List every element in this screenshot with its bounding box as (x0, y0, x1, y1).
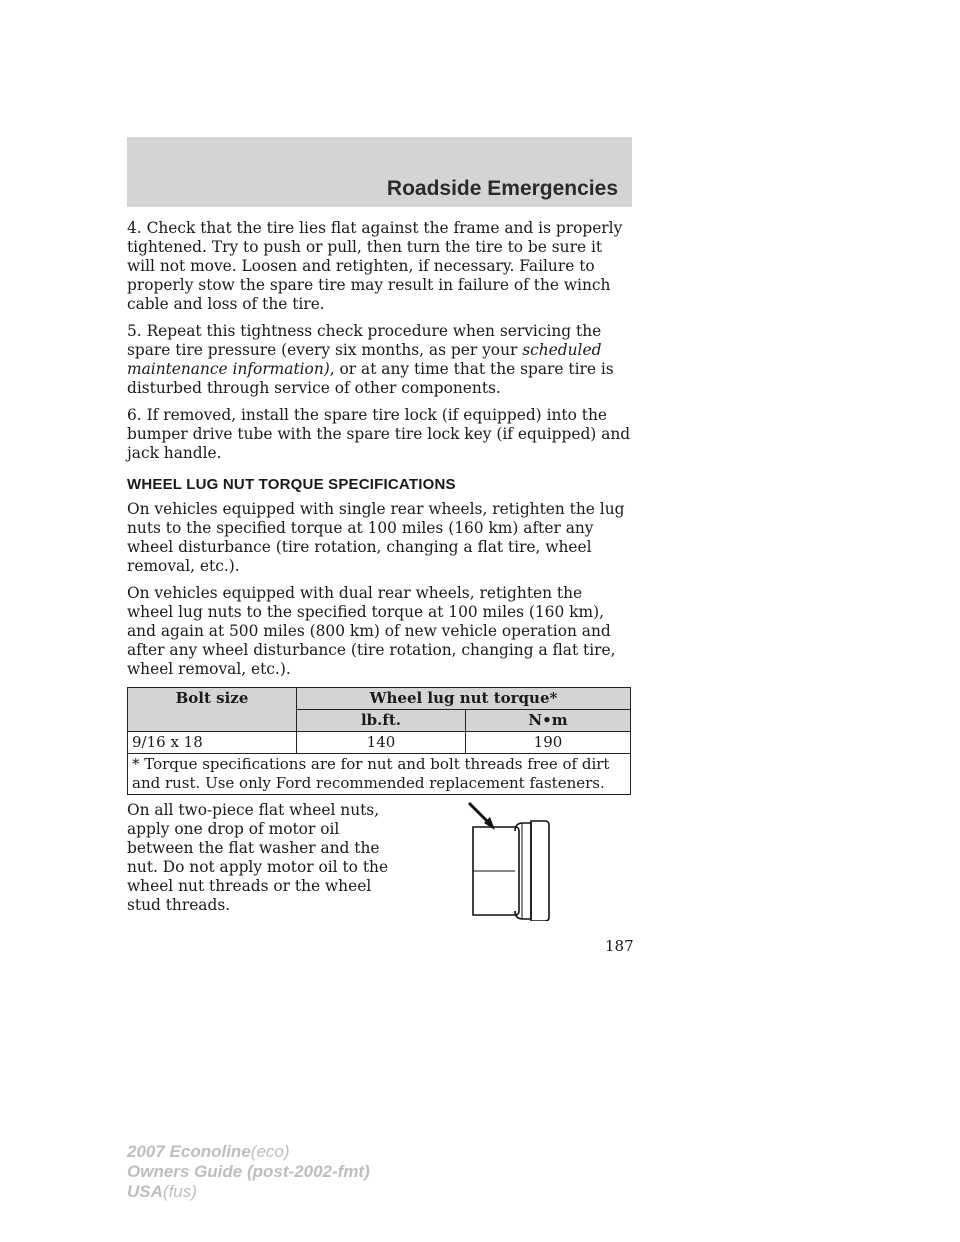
step-5-text-a: 5. Repeat this tightness check procedure when servicing the spare tire pressure (every six months, as per your (127, 322, 602, 359)
footer-market: USA (127, 1182, 163, 1201)
single-rear-paragraph: On vehicles equipped with single rear wheels, retighten the lug nuts to the specified torque at 100 miles (160 km) after any wheel disturbance (tire rotation, changing a flat tire, wheel removal, etc.). (127, 500, 625, 575)
nm-cell: 190 (466, 732, 631, 754)
header-band (127, 137, 632, 207)
step-5-text-b: , or at any time that the spare tire is disturbed through service of other components. (127, 360, 614, 397)
lbft-cell: 140 (297, 732, 466, 754)
section-title: Roadside Emergencies (386, 177, 618, 200)
table-note: * Torque specifications are for nut and bolt threads free of dirt and rust. Use only Ford recommended replacement fasteners. (128, 754, 631, 795)
footer-market-code: (fus) (162, 1182, 197, 1201)
step-5-paragraph (127, 322, 632, 398)
torque-header: Wheel lug nut torque* (297, 688, 631, 710)
lbft-header: lb.ft. (297, 710, 466, 732)
torque-section-heading: WHEEL LUG NUT TORQUE SPECIFICATIONS (127, 476, 456, 493)
bolt-size-header: Bolt size (128, 688, 297, 732)
bolt-size-cell: 9/16 x 18 (128, 732, 297, 754)
page-number: 187 (605, 937, 634, 955)
step-4-paragraph: 4. Check that the tire lies flat against the frame and is properly tightened. Try to push or pull, then turn the tire to be sure it will not move. Loosen and retighten, if necessary. Failure to properly stow the spare tire may result in failure of the winch cable and loss of the tire. (127, 219, 623, 313)
footer-model-code: (eco) (250, 1142, 290, 1161)
bottom-row (127, 801, 632, 941)
footer-model: 2007 Econoline (127, 1142, 251, 1161)
oil-instruction: On all two-piece flat wheel nuts, apply one drop of motor oil between the flat washer and the nut. Do not apply motor oil to the wheel nut threads or the wheel stud threads. (127, 801, 389, 914)
lug-nut-diagram (465, 801, 555, 921)
page-content (127, 219, 632, 941)
footer (127, 1142, 370, 1202)
step-6-paragraph: 6. If removed, install the spare tire lock (if equipped) into the bumper drive tube with the spare tire lock key (if equipped) and jack handle. (127, 406, 631, 462)
nm-header: N•m (466, 710, 631, 732)
torque-table (127, 687, 631, 795)
maintenance-reference: scheduled maintenance information) (127, 341, 602, 378)
table-row (128, 732, 631, 754)
footer-line-3 (127, 1182, 370, 1202)
footer-line-2: Owners Guide (post-2002-fmt) (127, 1162, 370, 1181)
footer-line-1 (127, 1142, 370, 1162)
dual-rear-paragraph: On vehicles equipped with dual rear wheels, retighten the wheel lug nuts to the specified torque at 100 miles (160 km), and again at 500 miles (800 km) of new vehicle operation and after any wheel disturbance (tire rotation, changing a flat tire, wheel removal, etc.). (127, 584, 616, 678)
